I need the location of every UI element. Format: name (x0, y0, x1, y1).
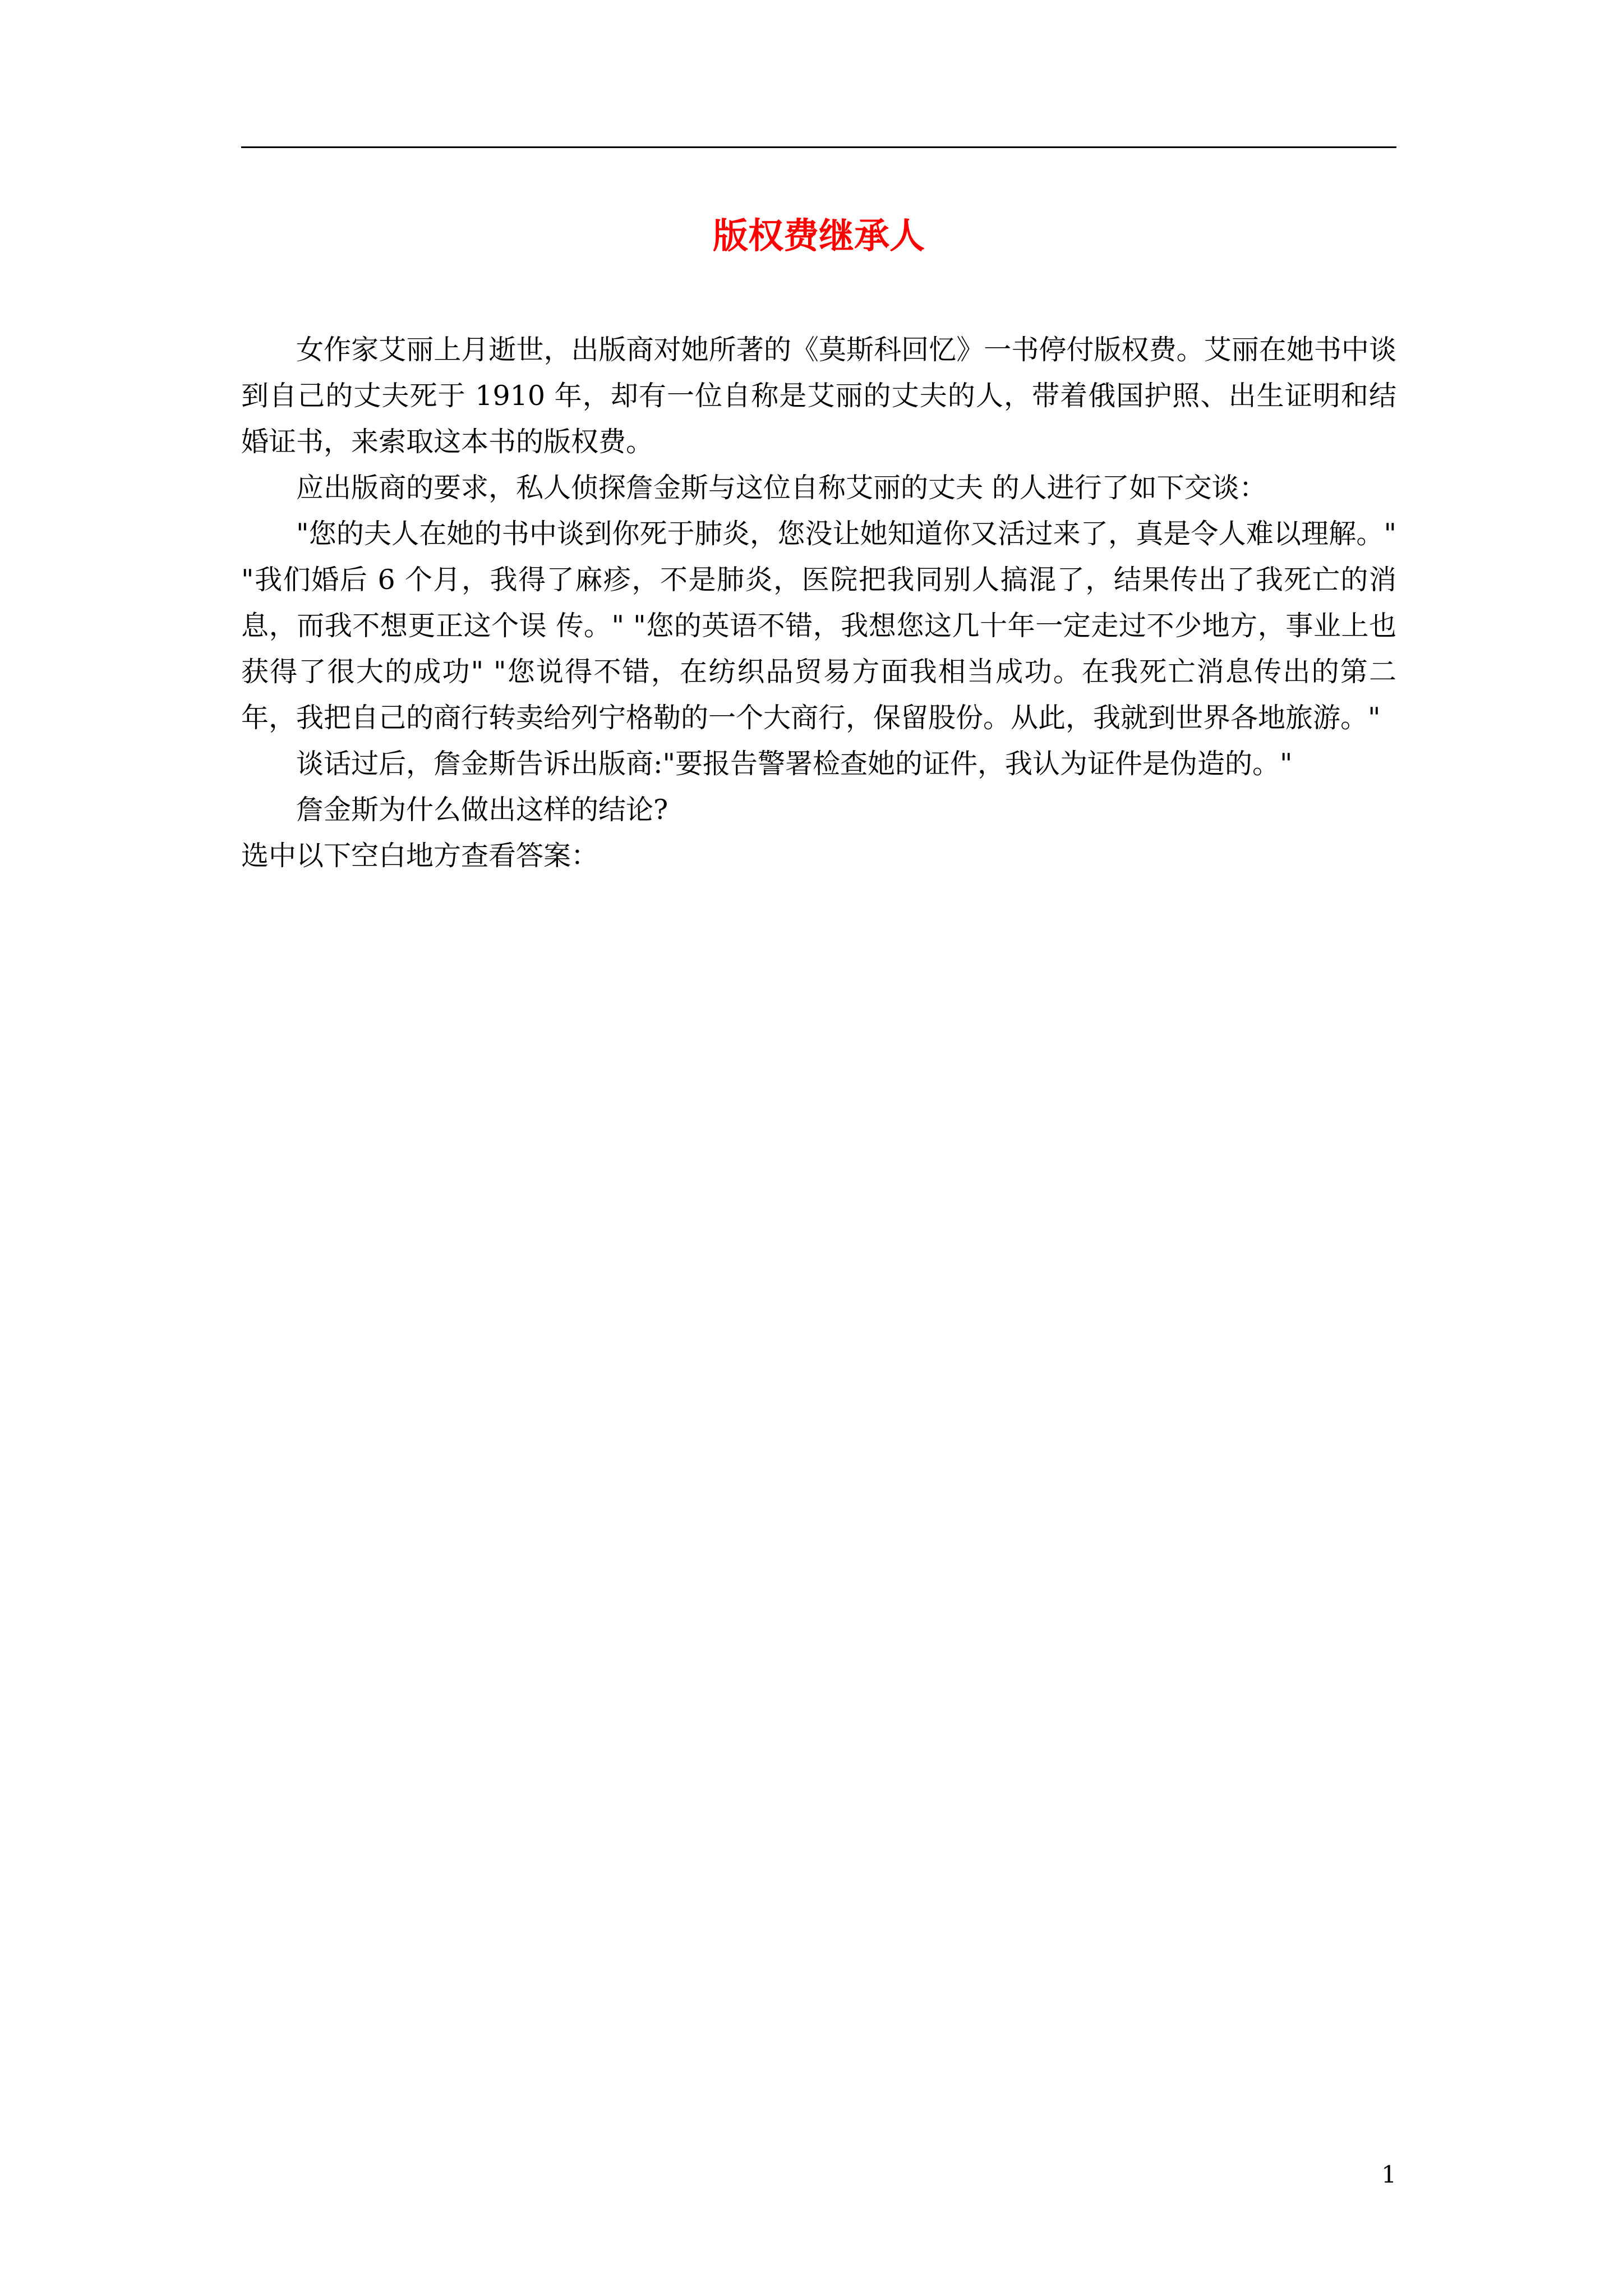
paragraph-conclusion: 谈话过后，詹金斯告诉出版商:"要报告警署检查她的证件，我认为证件是伪造的。" (296, 748, 1293, 780)
paragraph-intro: 女作家艾丽上月逝世，出版商对她所著的《莫斯科回忆》一书停付版权费。艾丽在她书中谈到自己的丈夫死于 1910 年，却有一位自称是艾丽的丈夫的人，带着俄国护照、出生证明和结婚证书，来索取这本书的版权费。 (241, 334, 1396, 458)
paragraph-request: 应出版商的要求，私人侦探詹金斯与这位自称艾丽的丈夫 的人进行了如下交谈： (296, 472, 1267, 504)
answer-prompt: 选中以下空白地方查看答案： (241, 840, 599, 872)
document-title: 版权费继承人 (713, 215, 925, 256)
document-body (241, 327, 1396, 879)
page-number: 1 (1381, 2161, 1396, 2188)
header-rule (241, 146, 1396, 148)
paragraph-dialogue: "您的夫人在她的书中谈到你死于肺炎，您没让她知道你又活过来了，真是令人难以理解。" "我们婚后 6 个月，我得了麻疹，不是肺炎，医院把我同别人搞混了，结果传出了我死亡的消息，而我不想更正这个误 传。" "您的英语不错，我想您这几十年一定走过不少地方，事业上也获得了很大的成功" "您说得不错，在纺织品贸易方面我相当成功。在我死亡消息传出的第二年，我把自己的商行转卖给列宁格勒的一个大商行，保留股份。从此，我就到世界各地旅游。" (241, 518, 1396, 734)
paragraph-question: 詹金斯为什么做出这样的结论? (296, 794, 668, 826)
